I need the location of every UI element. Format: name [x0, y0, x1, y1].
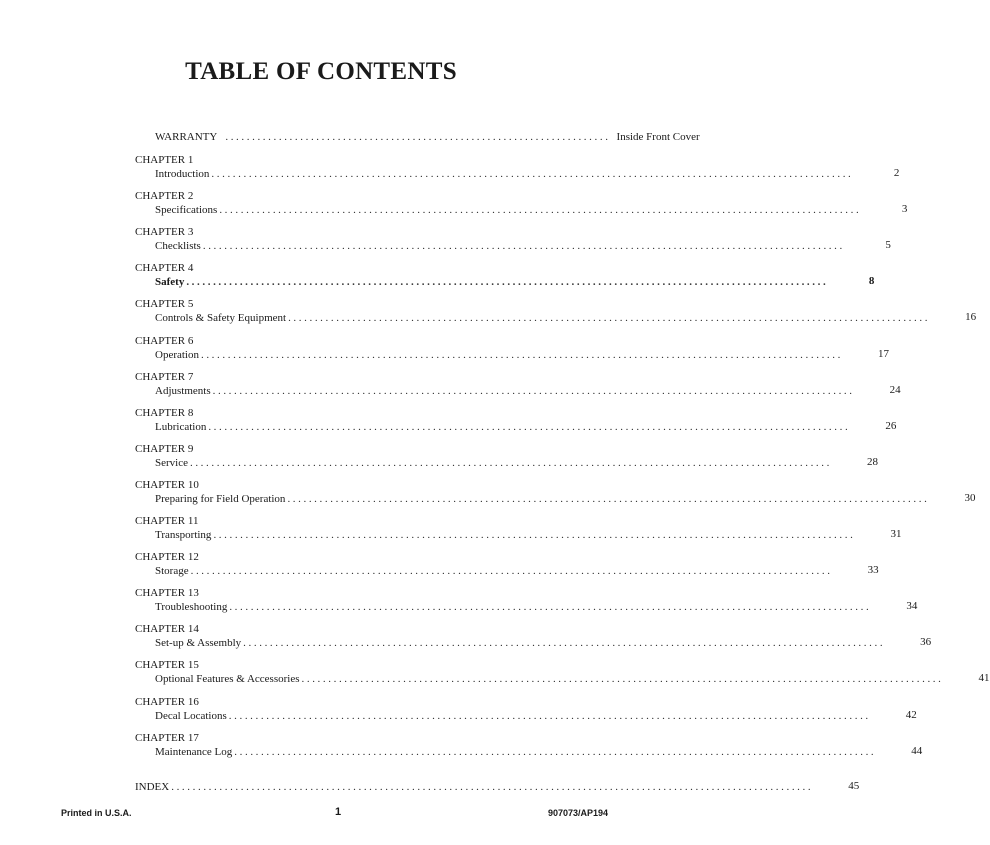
leader-dots: ........................................................................................................................	[219, 204, 862, 217]
leader-dots: ........................................................................................................................	[186, 276, 829, 289]
toc-entry-page: 41	[978, 672, 990, 685]
toc-chapter-heading: CHAPTER 16	[135, 695, 199, 708]
leader-dots: ........................................................................................................................	[243, 637, 886, 650]
toc-chapter-heading: CHAPTER 3	[135, 226, 194, 239]
leader-dots: ........................................................................................................................	[200, 348, 843, 361]
toc-chapter-heading: CHAPTER 4	[135, 262, 194, 275]
toc-chapter-heading: CHAPTER 7	[135, 370, 194, 383]
toc-entry-title: Preparing for Field Operation	[155, 492, 286, 505]
toc-chapter-heading: CHAPTER 11	[135, 515, 199, 527]
toc-entry-row	[155, 744, 923, 759]
toc-entry-title: Specifications	[155, 204, 218, 217]
toc-entry-row	[155, 708, 917, 723]
toc-entry-page: 42	[905, 708, 917, 721]
toc-chapter-heading: CHAPTER 8	[135, 406, 194, 419]
toc-chapter-heading: CHAPTER 6	[135, 334, 194, 347]
toc-entry-page: 8	[868, 275, 875, 288]
toc-entry-title: Transporting	[155, 529, 212, 541]
leader-dots: ........................................................................................................................	[171, 781, 814, 793]
footer-printed-in: Printed in U.S.A.	[61, 808, 132, 818]
leader-dots: ........................................................................................................................	[287, 492, 930, 505]
toc-index-row	[135, 780, 860, 794]
toc-entry-page: 26	[885, 419, 897, 432]
toc-entry-row	[155, 167, 900, 181]
toc-entry-page: 5	[885, 239, 891, 252]
toc-entry-title: Optional Features & Accessories	[155, 673, 300, 686]
toc-index-label: INDEX	[135, 781, 170, 793]
toc-warranty-page: Inside Front Cover	[616, 131, 700, 143]
toc-entry-title: Safety	[155, 276, 185, 289]
toc-chapter-heading: CHAPTER 5	[135, 298, 194, 311]
toc-chapter-heading: CHAPTER 12	[135, 551, 199, 564]
toc-chapter-heading: CHAPTER 1	[135, 154, 194, 166]
toc-chapter-heading: CHAPTER 9	[135, 442, 194, 455]
toc-chapter-heading: CHAPTER 17	[135, 731, 199, 744]
toc-entry-page: 30	[964, 491, 976, 504]
toc-entry-page: 28	[866, 455, 878, 468]
toc-entry-page: 34	[906, 600, 918, 613]
toc-entry-page: 3	[901, 203, 908, 216]
toc-entry-title: Checklists	[155, 240, 201, 253]
leader-dots: ........................................................................................................................	[213, 529, 856, 541]
leader-dots: ........................................................................................................................	[212, 384, 855, 397]
toc-entry-title: Controls & Safety Equipment	[155, 312, 287, 325]
leader-dots: ........................................................................................................................	[288, 312, 931, 325]
toc-entry-row	[155, 528, 902, 542]
leader-dots: ........................................................................................................................	[228, 709, 871, 722]
leader-dots: ........................................................................	[225, 131, 611, 143]
toc-entry-row	[155, 239, 891, 253]
toc-entry-title: Decal Locations	[155, 709, 227, 722]
leader-dots: ........................................................................................................................	[211, 168, 854, 180]
toc-entry-title: Adjustments	[155, 384, 211, 397]
toc-entry-title: Operation	[155, 348, 199, 361]
toc-entry-title: Lubrication	[155, 420, 207, 433]
leader-dots: ........................................................................................................................	[229, 601, 872, 614]
leader-dots: ........................................................................................................................	[202, 240, 845, 253]
toc-entry-title: Set-up & Assembly	[155, 637, 242, 650]
toc-chapter-heading: CHAPTER 15	[135, 659, 199, 672]
toc-entry-row	[155, 203, 908, 217]
toc-entry-title: Maintenance Log	[155, 745, 233, 758]
toc-entry-page: 17	[877, 347, 889, 360]
toc-index-page: 45	[848, 780, 860, 792]
toc-entry-page: 24	[889, 383, 901, 396]
leader-dots: ........................................................................................................................	[208, 420, 851, 433]
toc-entry-row	[155, 311, 977, 325]
toc-chapter-heading: CHAPTER 2	[135, 190, 194, 203]
toc-entry-title: Introduction	[155, 168, 210, 180]
leader-dots: ........................................................................................................................	[189, 456, 832, 469]
toc-entry-page: 44	[911, 744, 923, 757]
toc-entry-row	[155, 275, 875, 289]
toc-entry-row	[155, 636, 932, 650]
toc-entry-title: Storage	[155, 565, 189, 578]
toc-chapter-heading: CHAPTER 10	[135, 478, 199, 491]
toc-entry-row	[155, 600, 918, 614]
toc-entry-page: 2	[893, 167, 900, 179]
toc-chapter-heading: CHAPTER 13	[135, 587, 199, 600]
toc-warranty-row	[155, 131, 700, 144]
toc-entry-row	[155, 347, 889, 362]
toc-entry-row	[155, 419, 897, 434]
toc-entry-page: 33	[867, 564, 879, 577]
leader-dots: ........................................................................................................................	[234, 745, 877, 758]
toc-entry-row	[155, 672, 990, 686]
toc-entry-row	[155, 491, 976, 506]
footer-page-number: 1	[334, 806, 342, 818]
toc-warranty-label: WARRANTY	[155, 131, 218, 143]
toc-chapter-heading: CHAPTER 14	[135, 623, 199, 636]
toc-entry-row	[155, 383, 901, 398]
footer-doc-number: 907073/AP194	[547, 808, 608, 818]
toc-entry-row	[155, 455, 878, 470]
toc-entry-page: 36	[920, 636, 932, 649]
toc-entry-title: Service	[155, 456, 188, 469]
page-title: TABLE OF CONTENTS	[185, 58, 457, 85]
toc-entry-row	[155, 564, 879, 578]
leader-dots: ........................................................................................................................	[301, 673, 944, 686]
toc-entry-page: 31	[890, 528, 902, 540]
toc-entry-page: 16	[965, 311, 977, 324]
leader-dots: ........................................................................................................................	[190, 565, 833, 578]
toc-entry-title: Troubleshooting	[155, 601, 228, 614]
